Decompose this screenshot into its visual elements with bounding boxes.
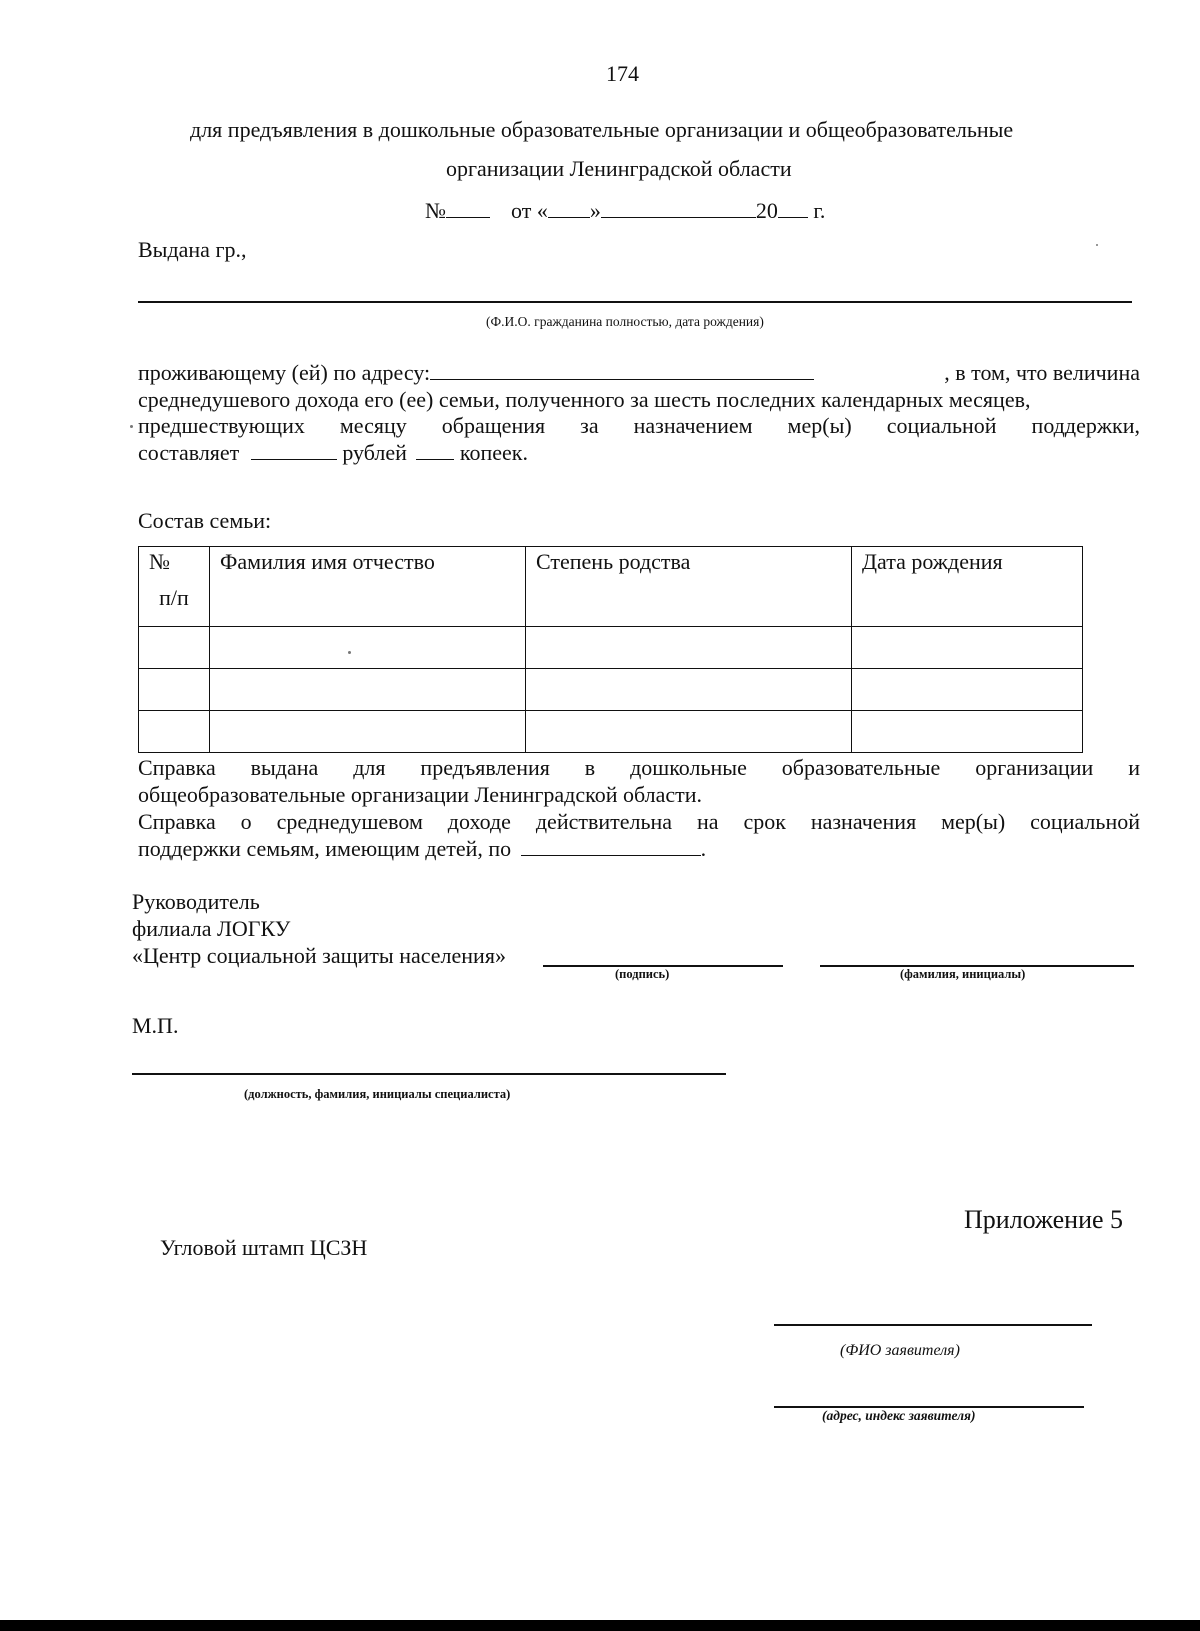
table-row	[139, 669, 1083, 711]
amount-label: составляет	[138, 440, 240, 465]
table-cell	[526, 711, 852, 753]
table-cell	[852, 627, 1083, 669]
table-cell	[210, 669, 526, 711]
table-cell	[139, 669, 210, 711]
year-suffix: г.	[813, 198, 826, 223]
para2-line2: общеобразовательные организации Ленинградской области.	[138, 782, 703, 807]
family-table	[138, 546, 1083, 753]
signature-line2: филиала ЛОГКУ	[132, 916, 291, 941]
specialist-caption: (должность, фамилия, инициалы специалиста)	[244, 1087, 511, 1101]
scan-edge-bar	[0, 1620, 1200, 1631]
address-blank	[430, 361, 814, 380]
issued-to-label: Выдана гр.,	[138, 237, 247, 262]
specialist-line	[132, 1073, 726, 1075]
year-blank	[778, 199, 808, 218]
table-cell	[210, 627, 526, 669]
day-blank	[548, 199, 590, 218]
fio-caption: (Ф.И.О. гражданина полностью, дата рождения)	[486, 314, 764, 329]
rubles-label: рублей	[342, 440, 407, 465]
table-cell	[139, 711, 210, 753]
date-close: »	[589, 198, 601, 223]
header-birthdate: Дата рождения	[852, 547, 1083, 627]
table-row	[139, 711, 1083, 753]
para1-line3: предшествующих месяцу обращения за назначением мер(ы) социальной поддержки,	[138, 413, 1140, 438]
applicant-fio-caption: (ФИО заявителя)	[840, 1342, 960, 1359]
number-blank	[446, 199, 490, 218]
fio-initials-caption: (фамилия, инициалы)	[900, 967, 1026, 981]
scan-speck	[130, 425, 133, 428]
para2-line1: Справка выдана для предъявления в дошкольные образовательные организации и	[138, 755, 1140, 780]
header-line-1: для предъявления в дошкольные образовательные организации и общеобразовательные	[190, 117, 1014, 142]
para1-line2: среднедушевого дохода его (ее) семьи, полученного за шесть последних календарных месяцев,	[138, 387, 1031, 412]
header-no-line2: п/п	[159, 585, 189, 610]
para1-address-label: проживающему (ей) по адресу:	[138, 360, 431, 385]
signature-line1: Руководитель	[132, 889, 260, 914]
page-number: 174	[606, 61, 639, 86]
kopecks-label: копеек.	[459, 440, 528, 465]
scan-speck	[348, 651, 351, 654]
header-line-2: организации Ленинградской области	[446, 156, 792, 181]
mp-label: М.П.	[132, 1013, 179, 1038]
header-no-line1: №	[149, 549, 170, 574]
validity-label: поддержки семьям, имеющим детей, по	[138, 836, 512, 861]
number-date-line	[425, 198, 825, 224]
validity-blank	[521, 837, 701, 856]
month-blank	[601, 199, 756, 218]
table-cell	[526, 627, 852, 669]
header-fio: Фамилия имя отчество	[210, 547, 526, 627]
family-title: Состав семьи:	[138, 508, 272, 533]
fio-line	[138, 301, 1132, 303]
table-row	[139, 627, 1083, 669]
kopecks-blank	[416, 441, 454, 460]
scan-speck	[1096, 244, 1098, 246]
table-cell	[139, 627, 210, 669]
table-cell	[852, 711, 1083, 753]
header-no	[139, 547, 210, 627]
header-relation: Степень родства	[526, 547, 852, 627]
corner-stamp-label: Угловой штамп ЦСЗН	[160, 1235, 368, 1260]
number-sign: №	[425, 198, 446, 223]
para2-line4	[138, 836, 706, 862]
applicant-fio-line	[774, 1324, 1092, 1326]
para1-line1-tail: , в том, что величина	[944, 360, 1140, 385]
para1-line4	[138, 440, 528, 466]
signature-line3: «Центр социальной защиты населения»	[132, 943, 506, 968]
podpis-caption: (подпись)	[615, 967, 670, 981]
para1-line1	[138, 360, 1140, 386]
table-cell	[526, 669, 852, 711]
appendix-title: Приложение 5	[964, 1205, 1124, 1234]
rubles-blank	[251, 441, 337, 460]
para2-line3: Справка о среднедушевом доходе действительна на срок назначения мер(ы) социальной	[138, 809, 1140, 834]
date-ot: от «	[511, 198, 548, 223]
applicant-address-caption: (адрес, индекс заявителя)	[822, 1408, 976, 1423]
validity-period: .	[700, 836, 707, 861]
table-cell	[210, 711, 526, 753]
year-prefix: 20	[755, 198, 778, 223]
table-cell	[852, 669, 1083, 711]
family-table-header	[139, 547, 1083, 627]
